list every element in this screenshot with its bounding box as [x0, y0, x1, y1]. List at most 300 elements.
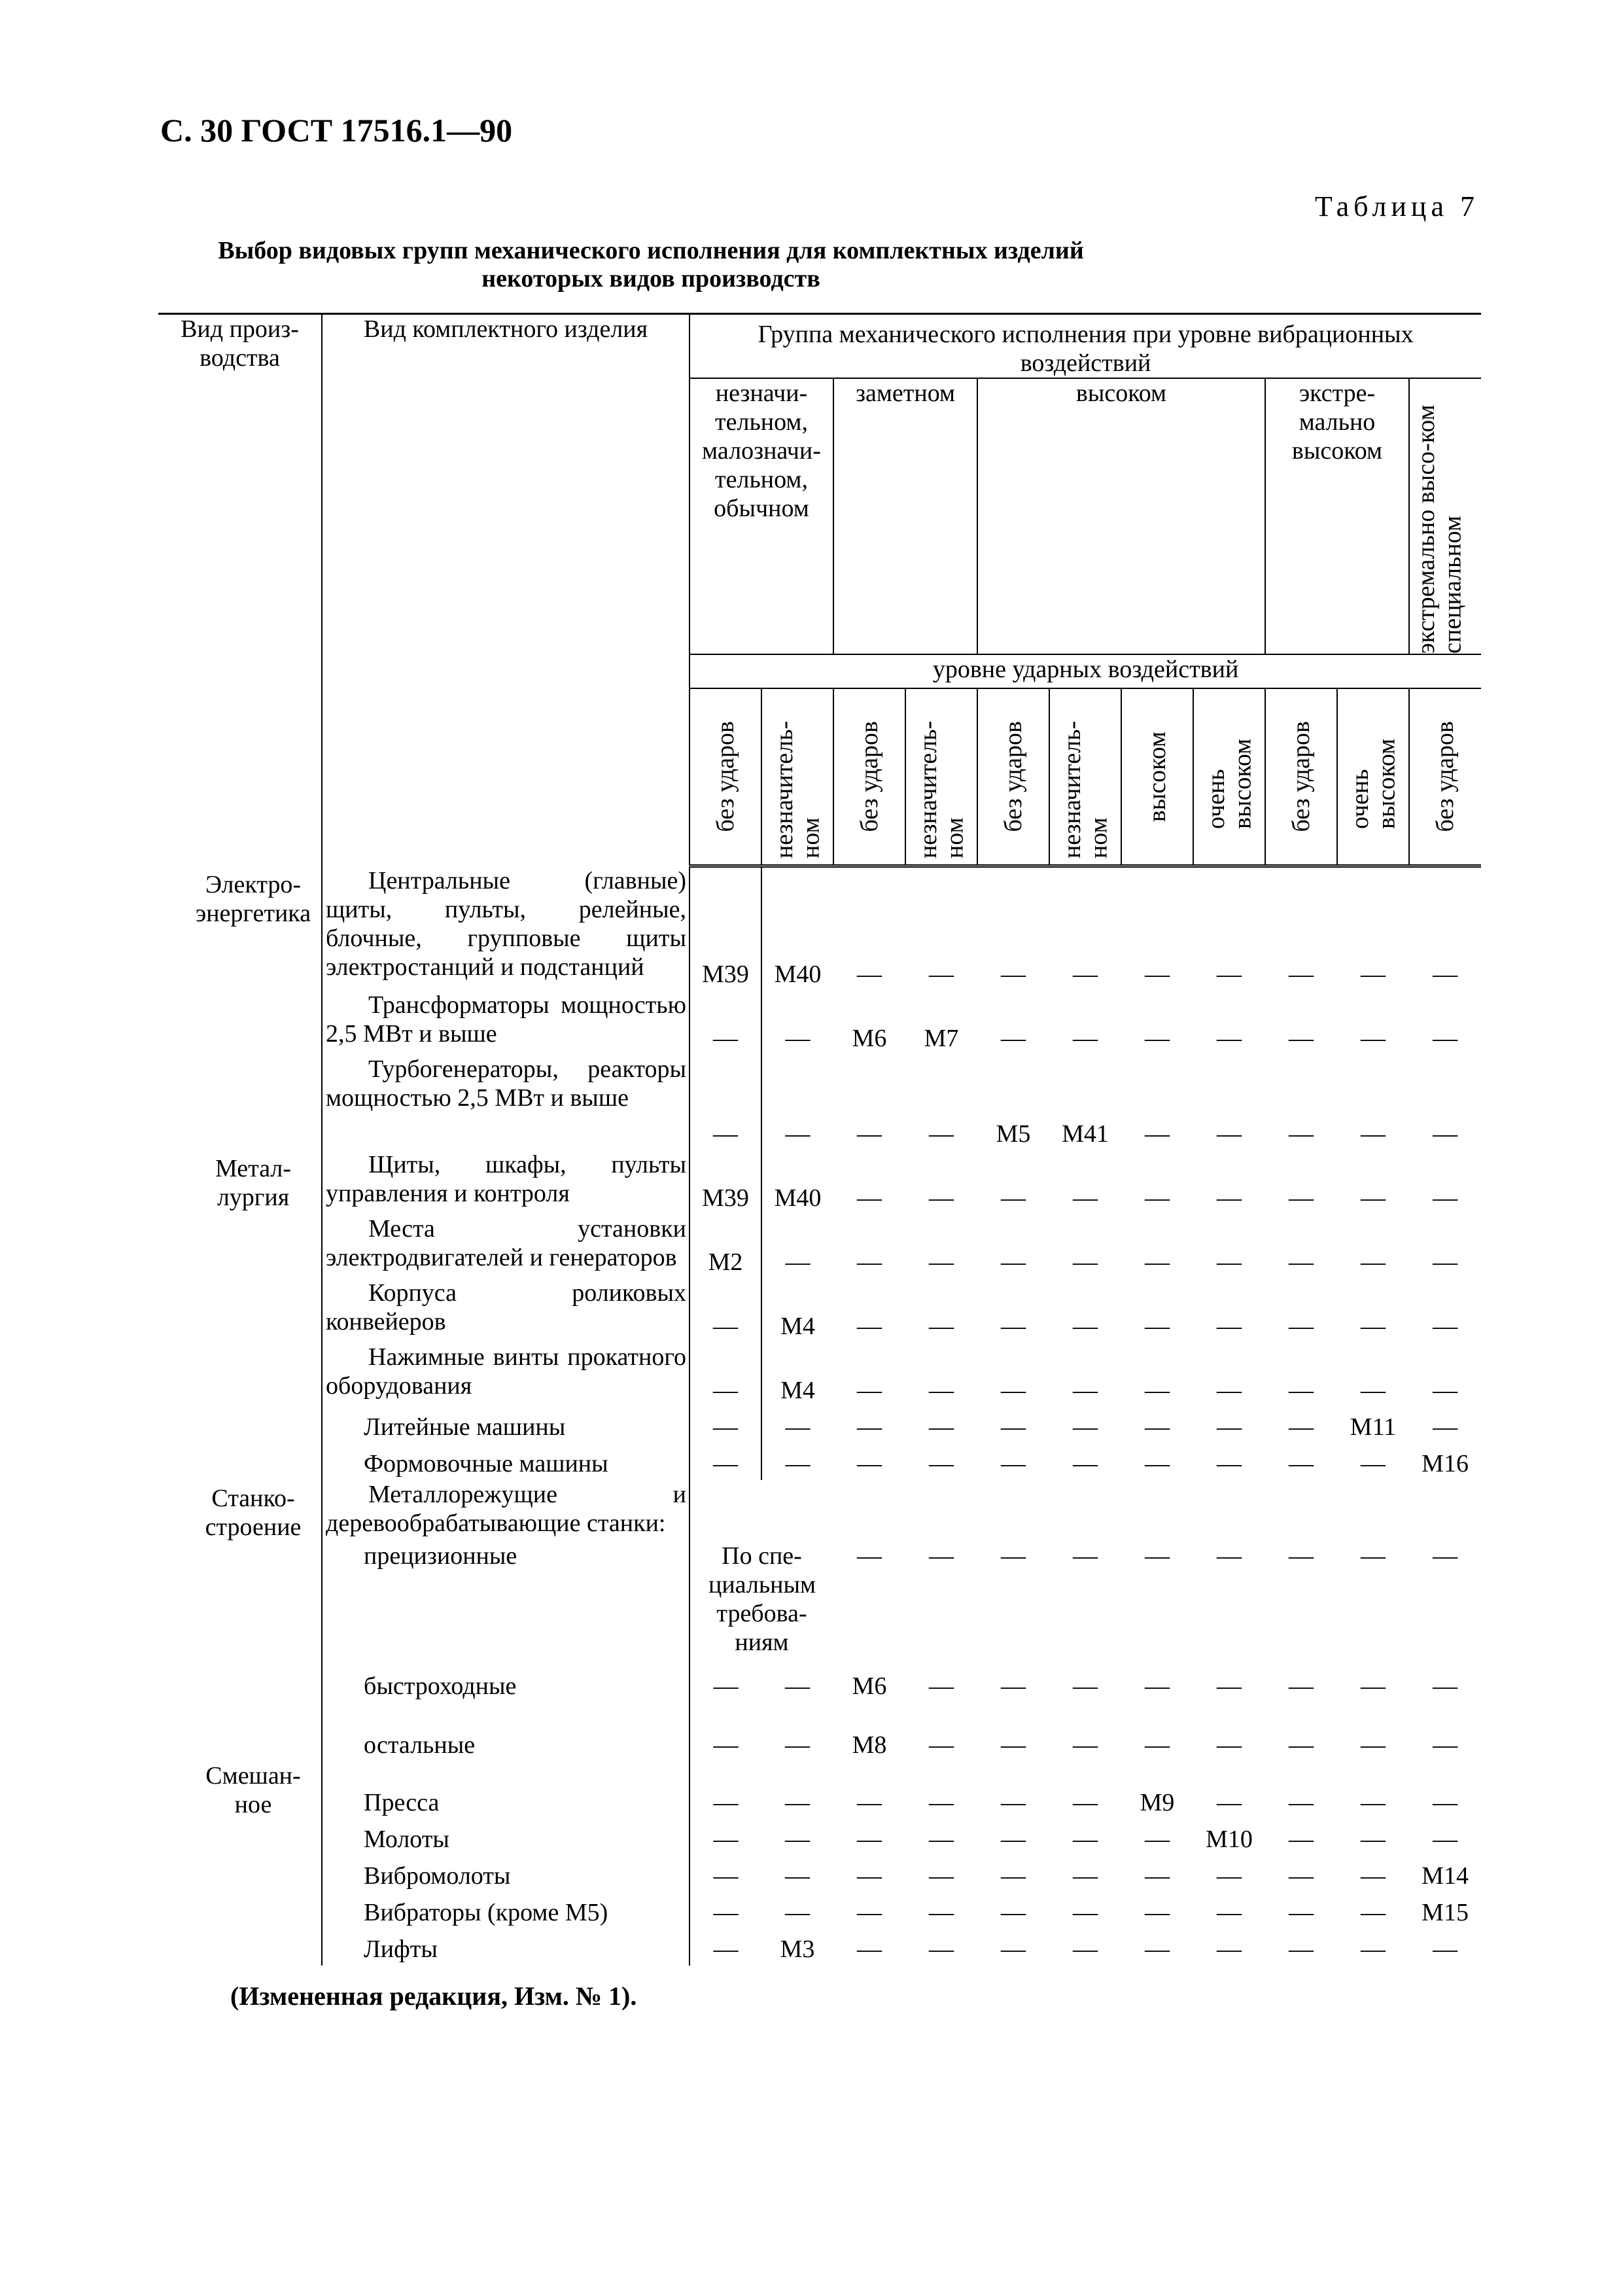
- group-cell: M4: [761, 1279, 833, 1343]
- group-cell: —: [857, 1449, 882, 1477]
- group-cell: —: [689, 1666, 761, 1703]
- shock-7-text: высоком: [1143, 732, 1171, 822]
- group-cell: —: [929, 1935, 954, 1963]
- group-cell: M5: [996, 1120, 1031, 1148]
- group-cell: —: [785, 1862, 810, 1890]
- group-cell: M3: [780, 1935, 815, 1963]
- group-cell: —: [857, 1788, 882, 1816]
- group-cell: —: [1001, 1672, 1026, 1700]
- group-cell: M39: [689, 866, 761, 991]
- product-cell: [322, 1480, 689, 1542]
- product-cell: [322, 1761, 689, 1819]
- product-name: Металлорежущие и деревообрабатывающие станки:: [326, 1480, 686, 1537]
- amendment-note: (Измененная редакция, Изм. № 1).: [230, 1981, 637, 2011]
- production-name: Электро-энергетика: [195, 870, 311, 927]
- product-cell: [322, 866, 689, 991]
- group-cell: —: [1001, 1376, 1026, 1404]
- group-cell: M10: [1206, 1825, 1253, 1853]
- group-cell: —: [1145, 1413, 1170, 1441]
- group-cell: —: [785, 1731, 810, 1759]
- product-name: Центральные (главные) щиты, пульты, релейные, блочные, групповые щиты электростанций и подстанций: [326, 866, 686, 981]
- special-requirements-cell: [689, 1542, 833, 1666]
- shock-11: [1409, 688, 1481, 866]
- table-row: [158, 1407, 1481, 1443]
- product-cell: [322, 1279, 689, 1343]
- group-cell: —: [1289, 1120, 1314, 1148]
- group-cell: M7: [924, 1024, 959, 1052]
- group-cell: —: [1289, 1376, 1314, 1404]
- shock-1-text: без ударов: [711, 721, 739, 832]
- group-cell: —: [857, 1184, 882, 1212]
- group-cell: —: [1289, 1248, 1314, 1276]
- group-cell: —: [1433, 1312, 1458, 1340]
- group-cell: —: [1073, 1312, 1098, 1340]
- group-cell: M11: [1350, 1413, 1397, 1441]
- group-cell: —: [785, 1788, 810, 1816]
- group-cell: —: [689, 1279, 761, 1343]
- group-cell: —: [929, 1184, 954, 1212]
- product-cell: [322, 1055, 689, 1150]
- group-cell: —: [1145, 1731, 1170, 1759]
- shock-3-text: без ударов: [855, 721, 883, 832]
- table-row: [158, 1214, 1481, 1279]
- production-cell: [158, 1703, 322, 1761]
- group-cell: —: [1001, 1731, 1026, 1759]
- group-cell: —: [1001, 1898, 1026, 1926]
- group-cell: M39: [689, 1150, 761, 1214]
- empty-cell: [689, 1480, 1481, 1542]
- shock-2-text: незначитель-ном: [770, 720, 824, 859]
- product-cell: [322, 1214, 689, 1279]
- product-cell: [322, 1443, 689, 1480]
- group-cell: —: [929, 1542, 954, 1570]
- group-cell: —: [1289, 960, 1314, 988]
- group-cell: —: [1001, 1024, 1026, 1052]
- group-cell: M16: [1422, 1449, 1469, 1477]
- group-cell: —: [929, 1825, 954, 1853]
- group-cell: —: [1289, 1731, 1314, 1759]
- group-cell: —: [1289, 1312, 1314, 1340]
- group-cell: —: [1217, 1542, 1242, 1570]
- shock-8: [1193, 688, 1265, 866]
- col-production-header: [158, 314, 322, 866]
- group-cell: —: [1145, 1542, 1170, 1570]
- vib-level-2-text: заметном: [855, 380, 956, 408]
- group-cell: —: [1217, 1935, 1242, 1963]
- shock-4-text: незначитель-ном: [914, 720, 968, 859]
- shock-header: уровне ударных воздействий: [689, 654, 1481, 688]
- group-cell: M40: [761, 866, 833, 991]
- shock-11-text: без ударов: [1431, 721, 1459, 832]
- group-cell: —: [1361, 1898, 1386, 1926]
- group-cell: —: [1433, 1788, 1458, 1816]
- group-cell: —: [1361, 1825, 1386, 1853]
- vib-level-1-text: незначи-тельном, малозначи-тельном, обычном: [702, 380, 821, 523]
- group-cell: —: [1289, 1788, 1314, 1816]
- group-cell: —: [1361, 1376, 1386, 1404]
- product-cell: [322, 1892, 689, 1929]
- shock-7: [1121, 688, 1193, 866]
- group-cell: —: [689, 1055, 761, 1150]
- group-cell: —: [761, 1214, 833, 1279]
- vib-level-3: [977, 378, 1265, 654]
- group-cell: —: [1217, 1413, 1242, 1441]
- production-cell: [158, 1542, 322, 1666]
- group-cell: —: [929, 1788, 954, 1816]
- product-name: Нажимные винты прокатного оборудования: [326, 1343, 686, 1400]
- group-cell: —: [1217, 1731, 1242, 1759]
- group-cell: —: [1145, 1449, 1170, 1477]
- group-cell: —: [857, 1248, 882, 1276]
- group-cell: —: [1217, 1788, 1242, 1816]
- group-cell: —: [1433, 1672, 1458, 1700]
- group-cell: —: [1361, 1120, 1386, 1148]
- group-cell: —: [1217, 1024, 1242, 1052]
- group-cell: —: [1145, 1898, 1170, 1926]
- production-name: Метал-лургия: [215, 1154, 292, 1211]
- group-cell: —: [1361, 1248, 1386, 1276]
- group-cell: —: [1001, 1825, 1026, 1853]
- product-name: быстроходные: [364, 1672, 517, 1700]
- group-cell: —: [689, 1892, 761, 1929]
- table-row: [158, 1480, 1481, 1542]
- group-cell: —: [1289, 1024, 1314, 1052]
- group-cell: —: [1073, 1024, 1098, 1052]
- production-name: Смешан-ное: [205, 1761, 301, 1818]
- table-caption: [160, 237, 1142, 293]
- group-cell: —: [1073, 1731, 1098, 1759]
- vib-level-4-text: экстре-мально высоком: [1291, 380, 1383, 465]
- production-cell: [158, 1666, 322, 1703]
- group-cell: —: [1001, 960, 1026, 988]
- group-cell: —: [1145, 1184, 1170, 1212]
- shock-9-text: без ударов: [1287, 721, 1315, 832]
- group-cell: —: [929, 1413, 954, 1441]
- table-row: [158, 1856, 1481, 1892]
- group-cell: —: [1361, 1788, 1386, 1816]
- group-cell: —: [1361, 1312, 1386, 1340]
- group-cell: —: [761, 1055, 833, 1150]
- production-cell: [158, 1055, 322, 1150]
- product-name: Вибромолоты: [364, 1862, 511, 1890]
- group-cell: —: [1145, 1376, 1170, 1404]
- group-cell: —: [1217, 1184, 1242, 1212]
- shock-4: [905, 688, 977, 866]
- group-cell: —: [1001, 1312, 1026, 1340]
- product-header-text: Вид комплектного изделия: [363, 315, 648, 343]
- product-name: Пресса: [364, 1788, 440, 1816]
- group-cell: M9: [1140, 1788, 1175, 1816]
- group-cell: —: [857, 1120, 882, 1148]
- group-cell: —: [857, 1376, 882, 1404]
- group-cell: M8: [852, 1731, 887, 1759]
- group-cell: M6: [852, 1024, 887, 1052]
- group-cell: —: [1001, 1248, 1026, 1276]
- group-cell: M4: [761, 1343, 833, 1407]
- product-name: Турбогенераторы, реакторы мощностью 2,5 МВт и выше: [326, 1055, 686, 1112]
- production-cell: [158, 1443, 322, 1480]
- group-cell: —: [1361, 1542, 1386, 1570]
- group-cell: —: [929, 1312, 954, 1340]
- group-cell: —: [929, 1376, 954, 1404]
- group-cell: —: [857, 1825, 882, 1853]
- group-cell: —: [1217, 1248, 1242, 1276]
- group-cell: —: [1145, 1248, 1170, 1276]
- page-header: С. 30 ГОСТ 17516.1—90: [160, 112, 513, 149]
- group-cell: —: [1217, 1312, 1242, 1340]
- shock-6-text: незначитель-ном: [1058, 720, 1112, 859]
- product-name: остальные: [364, 1731, 476, 1759]
- group-cell: —: [1433, 1413, 1458, 1441]
- group-cell: —: [1145, 1935, 1170, 1963]
- group-cell: —: [1073, 1788, 1098, 1816]
- product-cell: [322, 1542, 689, 1666]
- group-cell: —: [1073, 1898, 1098, 1926]
- group-cell: —: [929, 1248, 954, 1276]
- group-cell: —: [1073, 1935, 1098, 1963]
- group-cell: —: [1145, 1024, 1170, 1052]
- product-name: Трансформаторы мощностью 2,5 МВт и выше: [326, 991, 686, 1048]
- group-cell: —: [1145, 1120, 1170, 1148]
- group-cell: —: [1433, 1731, 1458, 1759]
- group-cell: —: [1001, 1449, 1026, 1477]
- product-name: Места установки электродвигателей и генераторов: [326, 1214, 686, 1271]
- group-cell: —: [1289, 1184, 1314, 1212]
- group-cell: —: [857, 1898, 882, 1926]
- group-cell: M6: [852, 1672, 887, 1700]
- table-row: [158, 1892, 1481, 1929]
- vib-level-2: [833, 378, 977, 654]
- group-cell: —: [1217, 1672, 1242, 1700]
- group-cell: —: [761, 1443, 833, 1480]
- group-cell: —: [857, 960, 882, 988]
- group-cell: —: [1289, 1672, 1314, 1700]
- group-cell: —: [1217, 1862, 1242, 1890]
- product-name: Лифты: [364, 1935, 438, 1963]
- group-cell: —: [1073, 1449, 1098, 1477]
- group-cell: —: [1073, 1248, 1098, 1276]
- group-cell: —: [689, 1819, 761, 1856]
- group-cell: —: [1145, 1672, 1170, 1700]
- product-name: Корпуса роликовых конвейеров: [326, 1279, 686, 1335]
- production-cell: [158, 991, 322, 1055]
- vib-level-1: [689, 378, 833, 654]
- product-name: прецизионные: [364, 1542, 517, 1570]
- group-cell: —: [689, 991, 761, 1055]
- table-row: [158, 1761, 1481, 1819]
- group-cell: —: [1289, 1825, 1314, 1853]
- production-cell: [158, 1407, 322, 1443]
- group-cell: —: [1289, 1898, 1314, 1926]
- shock-2: [761, 688, 833, 866]
- mechanical-groups-table: [158, 313, 1481, 1966]
- group-cell: —: [1361, 1449, 1386, 1477]
- production-cell: [158, 1856, 322, 1892]
- product-cell: [322, 1819, 689, 1856]
- table-row: [158, 1819, 1481, 1856]
- group-cell: —: [929, 1120, 954, 1148]
- table-row: [158, 1055, 1481, 1150]
- group-cell: —: [1145, 960, 1170, 988]
- group-cell: —: [1361, 1184, 1386, 1212]
- table-row: [158, 1929, 1481, 1966]
- shock-9: [1265, 688, 1337, 866]
- product-cell: [322, 1343, 689, 1407]
- shock-5: [977, 688, 1049, 866]
- group-cell: —: [689, 1761, 761, 1819]
- group-cell: —: [1073, 1542, 1098, 1570]
- product-cell: [322, 1666, 689, 1703]
- table-row: [158, 1343, 1481, 1407]
- group-cell: —: [1001, 1788, 1026, 1816]
- group-cell: —: [1361, 1935, 1386, 1963]
- group-cell: —: [1289, 1862, 1314, 1890]
- group-cell: —: [929, 1862, 954, 1890]
- group-cell: —: [761, 1407, 833, 1443]
- caption-line-1: Выбор видовых групп механического исполнения для комплектных изделий: [218, 237, 1084, 264]
- group-cell: —: [857, 1413, 882, 1441]
- production-cell: [158, 866, 322, 991]
- shock-6: [1049, 688, 1121, 866]
- group-cell: —: [1289, 1413, 1314, 1441]
- product-cell: [322, 1929, 689, 1966]
- group-cell: M41: [1062, 1120, 1109, 1148]
- group-cell: —: [857, 1542, 882, 1570]
- production-name: Станко-строение: [205, 1484, 302, 1541]
- group-cell: —: [1145, 1825, 1170, 1853]
- group-cell: —: [1073, 1184, 1098, 1212]
- group-cell: —: [1217, 1376, 1242, 1404]
- table-row: [158, 866, 1481, 991]
- vib-level-4: [1265, 378, 1409, 654]
- shock-3: [833, 688, 905, 866]
- group-cell: —: [1289, 1935, 1314, 1963]
- product-cell: [322, 1150, 689, 1214]
- group-cell: —: [857, 1935, 882, 1963]
- product-name: Литейные машины: [364, 1413, 566, 1441]
- group-cell: —: [1361, 1862, 1386, 1890]
- product-cell: [322, 1407, 689, 1443]
- table-row: [158, 991, 1481, 1055]
- group-cell: —: [1361, 960, 1386, 988]
- group-cell: —: [929, 1449, 954, 1477]
- group-cell: —: [689, 1929, 761, 1966]
- table-row: [158, 1542, 1481, 1666]
- shock-10: [1337, 688, 1409, 866]
- table-row: [158, 1150, 1481, 1214]
- group-cell: —: [1073, 1376, 1098, 1404]
- group-cell: —: [1217, 1449, 1242, 1477]
- group-cell: —: [929, 1731, 954, 1759]
- vib-level-5: [1409, 378, 1481, 654]
- product-cell: [322, 991, 689, 1055]
- group-header: Группа механического исполнения при уровне вибрационных воздействий: [689, 314, 1481, 379]
- group-cell: —: [1361, 1731, 1386, 1759]
- group-cell: —: [1361, 1672, 1386, 1700]
- product-name: Щиты, шкафы, пульты управления и контроля: [326, 1150, 686, 1207]
- shock-10-text: очень высоком: [1346, 738, 1400, 830]
- product-name: Формовочные машины: [364, 1449, 608, 1477]
- group-cell: —: [1073, 1825, 1098, 1853]
- shock-1: [689, 688, 761, 866]
- group-cell: —: [1433, 1184, 1458, 1212]
- group-cell: —: [689, 1703, 761, 1761]
- product-name: Молоты: [364, 1825, 449, 1853]
- vib-level-3-text: высоком: [1075, 380, 1167, 408]
- group-cell: —: [1433, 1935, 1458, 1963]
- group-cell: —: [1433, 1024, 1458, 1052]
- group-cell: —: [1001, 1935, 1026, 1963]
- production-cell: [158, 1343, 322, 1407]
- table-row: [158, 1703, 1481, 1761]
- group-cell: —: [929, 1672, 954, 1700]
- group-cell: —: [1433, 1825, 1458, 1853]
- group-cell: —: [785, 1825, 810, 1853]
- table-number: Таблица 7: [1314, 190, 1479, 222]
- group-cell: M2: [689, 1214, 761, 1279]
- group-cell: —: [1073, 1413, 1098, 1441]
- production-header-text: Вид произ-водства: [181, 315, 299, 372]
- col-product-header: [322, 314, 689, 866]
- production-cell: [158, 1214, 322, 1279]
- group-cell: —: [1001, 1184, 1026, 1212]
- group-cell: —: [857, 1312, 882, 1340]
- table-head: [158, 314, 1481, 866]
- group-cell: M14: [1422, 1862, 1469, 1890]
- product-cell: [322, 1703, 689, 1761]
- caption-line-2: некоторых видов производств: [481, 264, 820, 292]
- production-cell: [158, 1892, 322, 1929]
- group-cell: —: [1073, 960, 1098, 988]
- group-cell: —: [1145, 1862, 1170, 1890]
- group-cell: —: [1289, 1542, 1314, 1570]
- group-cell: —: [689, 1443, 761, 1480]
- group-cell: M15: [1422, 1898, 1469, 1926]
- production-cell: [158, 1480, 322, 1542]
- group-cell: —: [1001, 1542, 1026, 1570]
- group-cell: —: [1289, 1449, 1314, 1477]
- group-cell: —: [1433, 1120, 1458, 1148]
- group-cell: —: [689, 1856, 761, 1892]
- group-cell: —: [1433, 1248, 1458, 1276]
- table-body: [158, 866, 1481, 1966]
- group-cell: —: [1361, 1024, 1386, 1052]
- group-cell: —: [1433, 1376, 1458, 1404]
- production-cell: [158, 1819, 322, 1856]
- production-cell: [158, 1150, 322, 1214]
- group-cell: —: [857, 1862, 882, 1890]
- group-cell: —: [1001, 1862, 1026, 1890]
- table-row: [158, 1279, 1481, 1343]
- group-cell: —: [1217, 960, 1242, 988]
- group-cell: —: [929, 1898, 954, 1926]
- group-cell: —: [761, 991, 833, 1055]
- shock-5-text: без ударов: [999, 721, 1027, 832]
- group-cell: —: [1073, 1862, 1098, 1890]
- group-cell: —: [1073, 1672, 1098, 1700]
- group-cell: —: [1001, 1413, 1026, 1441]
- group-cell: —: [1217, 1120, 1242, 1148]
- group-cell: —: [1217, 1898, 1242, 1926]
- group-cell: —: [689, 1343, 761, 1407]
- group-cell: —: [785, 1898, 810, 1926]
- table-row: [158, 1666, 1481, 1703]
- group-cell: —: [1145, 1312, 1170, 1340]
- group-cell: —: [785, 1672, 810, 1700]
- group-cell: —: [689, 1407, 761, 1443]
- shock-8-text: очень высоком: [1202, 738, 1256, 830]
- vib-level-5-text: экстремально высо-ком специальном: [1412, 404, 1466, 654]
